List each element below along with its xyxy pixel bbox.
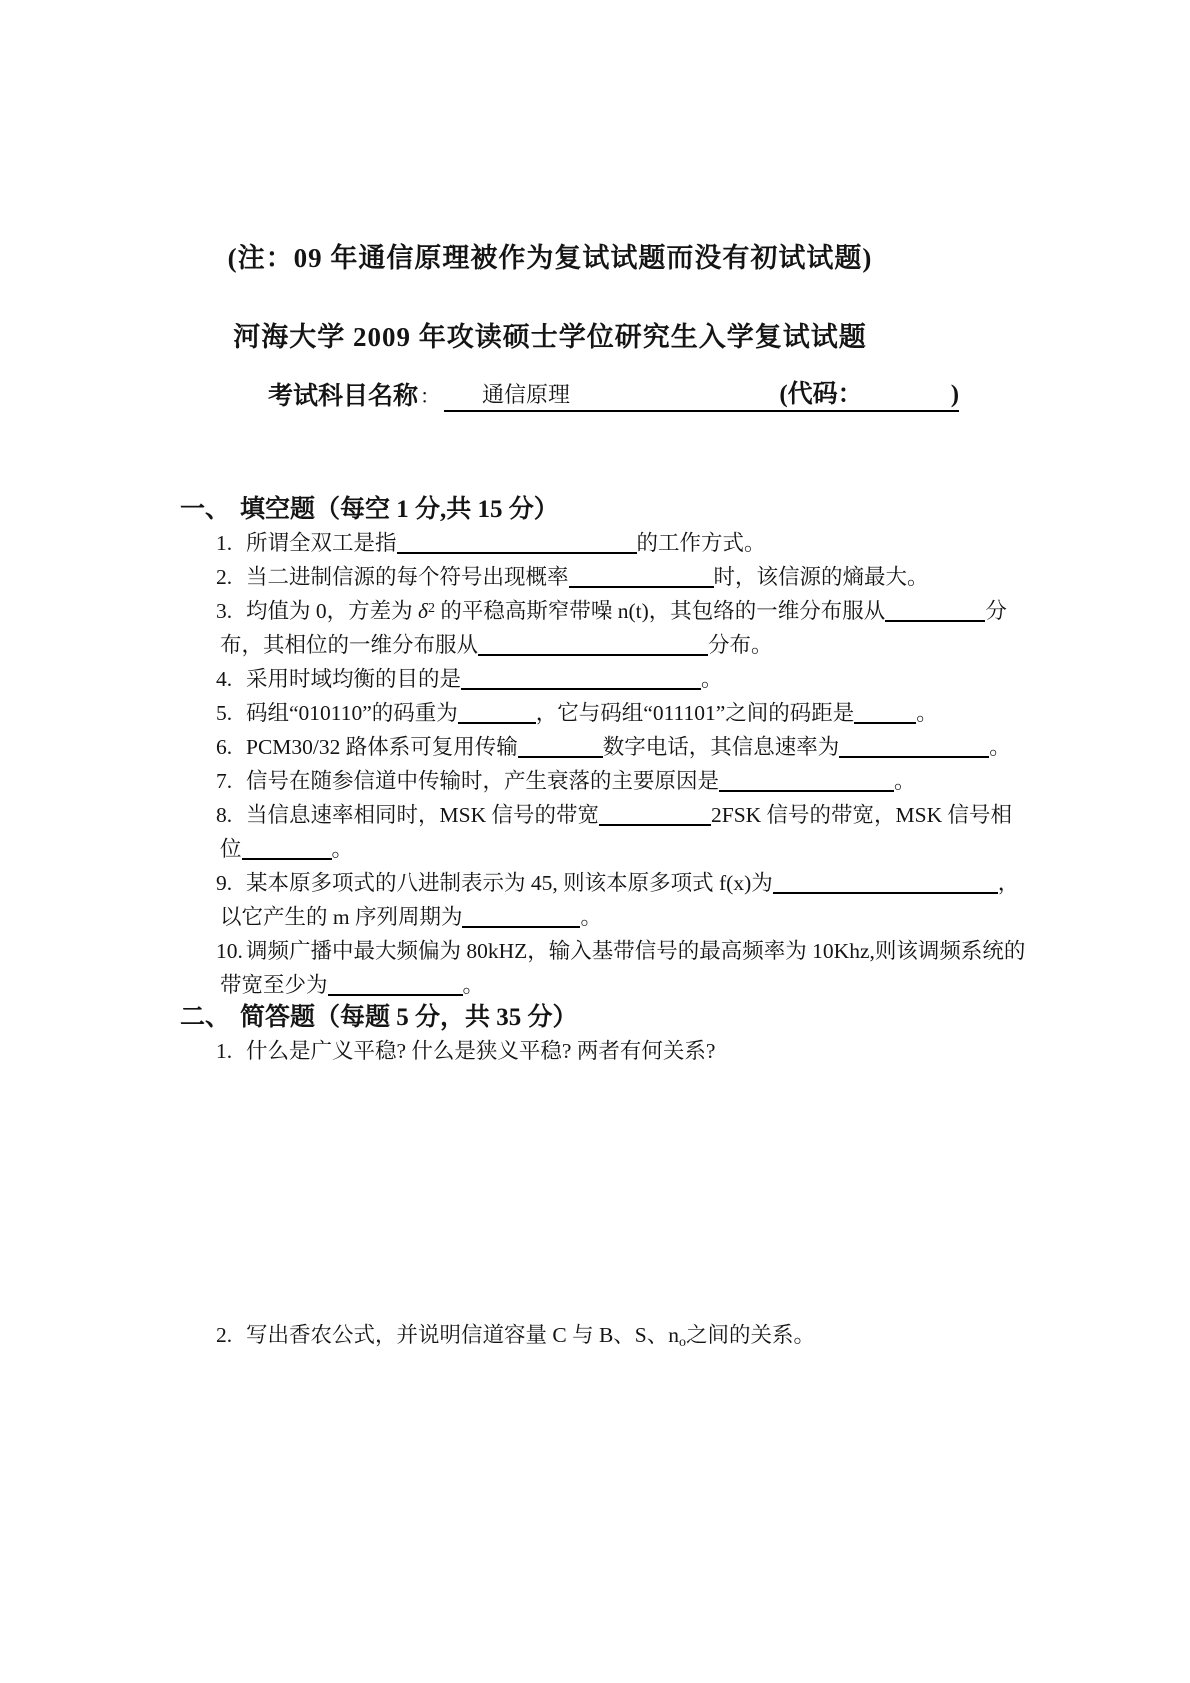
fill-in-blank: [569, 562, 714, 588]
question-text: 码组“010110”的码重为 ，它与码组“011101”之间的码距是 。: [246, 701, 938, 725]
math-symbol: δ: [418, 599, 429, 623]
subscript: o: [679, 1335, 687, 1350]
section-marker: 二、: [180, 1004, 231, 1031]
question-text: 当信息速率相同时，MSK 信号的带宽 2FSK 信号的带宽，MSK 信号相: [246, 803, 1012, 827]
subject-label: 考试科目名称: [268, 383, 419, 410]
section-heading: [0, 1002, 1190, 1034]
question-line: [216, 526, 1190, 560]
question-text: 采用时域均衡的目的是 。: [246, 667, 723, 691]
question-number: 4.: [216, 667, 233, 691]
fill-in-blank: [478, 630, 708, 656]
question-number: 9.: [216, 871, 233, 895]
question-line: [216, 1318, 1190, 1352]
question-number: 1.: [216, 531, 233, 555]
superscript: 2: [428, 601, 436, 616]
subject-colon: ：: [420, 386, 441, 408]
question-text: PCM30/32 路体系可复用传输 数字电话，其信息速率为 。: [246, 735, 1011, 759]
question-number: 5.: [216, 701, 233, 725]
question-line: [216, 628, 1190, 662]
question-text: 位 。: [220, 837, 353, 861]
question-number: 6.: [216, 735, 233, 759]
subject-value: 通信原理: [482, 382, 571, 407]
section-marker: 一、: [180, 496, 231, 523]
fill-in-blank: [397, 528, 637, 554]
question-line: [216, 798, 1190, 832]
fill-in-blank: [854, 698, 916, 724]
section-title: 填空题（每空 1 分,共 15 分）: [240, 496, 559, 523]
question-line: [216, 900, 1190, 934]
question-number: 3.: [216, 599, 233, 623]
sections-container: [0, 494, 1190, 1352]
question-line: [216, 560, 1190, 594]
question-number: 10.: [216, 939, 243, 963]
fill-in-blank: [885, 596, 985, 622]
question-line: [216, 968, 1190, 1002]
question-text: 以它产生的 m 序列周期为 。: [220, 905, 602, 929]
section-title: 简答题（每题 5 分，共 35 分）: [240, 1004, 578, 1031]
question-text: 调频广播中最大频偏为 80kHZ，输入基带信号的最高频率为 10Khz,则该调频系统的: [246, 939, 1026, 963]
question-text: 所谓全双工是指 的工作方式。: [246, 531, 766, 555]
question-number: 7.: [216, 769, 233, 793]
question-number: 8.: [216, 803, 233, 827]
fill-in-blank: [458, 698, 536, 724]
question-line: [216, 934, 1190, 968]
question-number: 2.: [216, 565, 233, 589]
fill-in-blank: [839, 732, 989, 758]
code-close-paren: ): [950, 381, 960, 408]
section-heading: [0, 494, 1190, 526]
subject-line: [268, 380, 959, 412]
question-line: [216, 764, 1190, 798]
question-text: 当二进制信源的每个符号出现概率 时，该信源的熵最大。: [246, 565, 929, 589]
question-text: 布，其相位的一维分布服从 分布。: [220, 633, 773, 657]
fill-in-blank: [773, 868, 998, 894]
question-line: [216, 832, 1190, 866]
question-line: [216, 866, 1190, 900]
question-text: 均值为 0，方差为 $\delta^2$ 的平稳高斯窄带噪 n(t)，其包络的一维分布服从 分: [246, 599, 1007, 623]
question-line: [216, 696, 1190, 730]
fill-in-blank: [462, 902, 580, 928]
question-number: 2.: [216, 1323, 233, 1347]
fill-in-blank: [518, 732, 603, 758]
question-text: 带宽至少为 。: [220, 973, 484, 997]
exam-title: 河海大学 2009 年攻读硕士学位研究生入学复试试题: [233, 322, 867, 352]
question-line: [216, 730, 1190, 764]
question-text: 写出香农公式，并说明信道容量 C 与 B、S、$n_o$之间的关系。: [246, 1323, 816, 1350]
fill-in-blank: [719, 766, 894, 792]
fill-in-blank: [461, 664, 701, 690]
question-text: 信号在随参信道中传输时，产生衰落的主要原因是 。: [246, 769, 916, 793]
question-line: [216, 1034, 1190, 1068]
fill-in-blank: [599, 800, 711, 826]
question-line: [216, 662, 1190, 696]
fill-in-blank: [242, 834, 332, 860]
fill-in-blank: [328, 970, 463, 996]
question-text: 什么是广义平稳? 什么是狭义平稳? 两者有何关系?: [246, 1039, 716, 1063]
question-number: 1.: [216, 1039, 233, 1063]
exam-note: (注：09 年通信原理被作为复试试题而没有初试试题): [227, 243, 873, 273]
code-label: (代码：: [779, 381, 863, 408]
question-text: 某本原多项式的八进制表示为 45, 则该本原多项式 f(x)为 ，: [246, 871, 1019, 895]
subject-underline: [444, 380, 959, 412]
question-line: [216, 594, 1190, 628]
